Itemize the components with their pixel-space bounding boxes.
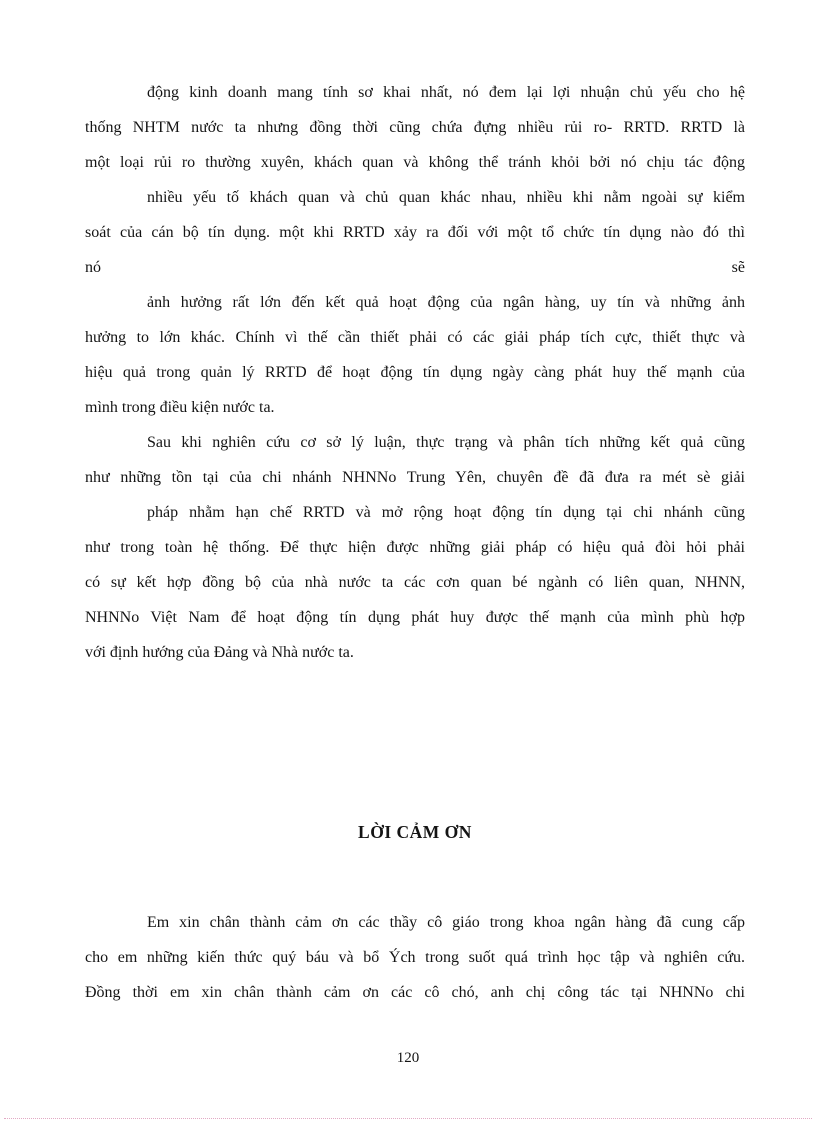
- page-footer: [0, 1048, 816, 1068]
- vertical-spacer: [85, 850, 745, 905]
- text-line: thống NHTM nước ta nhưng đồng thời cũng chứa đựng nhiều rủi ro- RRTD. RRTD là: [85, 119, 745, 136]
- document-content: [85, 75, 745, 1010]
- text-line: ảnh hưởng rất lớn đến kết quả hoạt động của ngân hàng, uy tín và những ảnh: [147, 294, 745, 311]
- text-line: NHNNo Việt Nam để hoạt động tín dụng phát huy được thế mạnh của mình phù hợp: [85, 609, 745, 626]
- text-line: nhiều yếu tố khách quan và chủ quan khác nhau, nhiều khi nằm ngoài sự kiểm: [147, 189, 745, 206]
- text-line: hiệu quả trong quản lý RRTD để hoạt động tín dụng ngày càng phát huy thế mạnh của: [85, 364, 745, 381]
- text-line: có sự kết hợp đồng bộ của nhà nước ta các cơn quan bé ngành có liên quan, NHNN,: [85, 574, 745, 591]
- text-line: động kinh doanh mang tính sơ khai nhất, nó đem lại lợi nhuận chủ yếu cho hệ: [147, 84, 745, 101]
- text-line: mình trong điều kiện nước ta.: [85, 399, 275, 416]
- vertical-spacer: [85, 670, 745, 815]
- text-line: soát của cán bộ tín dụng. một khi RRTD xảy ra đối với một tổ chức tín dụng nào đó thì: [85, 224, 745, 241]
- section-title: LỜI CẢM ƠN: [358, 822, 472, 842]
- text-line: Em xin chân thành cảm ơn các thầy cô giáo trong khoa ngân hàng đã cung cấp: [147, 914, 745, 931]
- text-line: như những tồn tại của chi nhánh NHNNo Trung Yên, chuyên đề đã đưa ra mét sè giải: [85, 469, 745, 486]
- text-line: hưởng to lớn khác. Chính vì thế cần thiết phải có các giải pháp tích cực, thiết thực và: [85, 329, 745, 346]
- text-line: với định hướng của Đảng và Nhà nước ta.: [85, 644, 354, 661]
- text-line: pháp nhằm hạn chế RRTD và mở rộng hoạt động tín dụng tại chi nhánh cũng: [147, 504, 745, 521]
- text-line: một loại rủi ro thường xuyên, khách quan và không thể tránh khỏi bởi nó chịu tác động: [85, 154, 745, 171]
- text-line: Sau khi nghiên cứu cơ sở lý luận, thực trạng và phân tích những kết quả cũng: [147, 434, 745, 451]
- text-line: Đồng thời em xin chân thành cảm ơn các cô chó, anh chị công tác tại NHNNo chi: [85, 984, 745, 1001]
- text-line: nó sẽ: [85, 259, 745, 276]
- paragraph: [85, 425, 745, 670]
- body-blocks: [85, 75, 745, 1010]
- page-number: 120: [396, 1050, 420, 1066]
- page-bottom-edge-line: [4, 1118, 812, 1119]
- paragraph: [85, 905, 745, 1010]
- paragraph: [85, 75, 745, 425]
- text-line: cho em những kiến thức quý báu và bổ Ých trong suốt quá trình học tập và nghiên cứu.: [85, 949, 745, 966]
- text-line: như trong toàn hệ thống. Để thực hiện được những giải pháp có hiệu quả đòi hỏi phải: [85, 539, 745, 556]
